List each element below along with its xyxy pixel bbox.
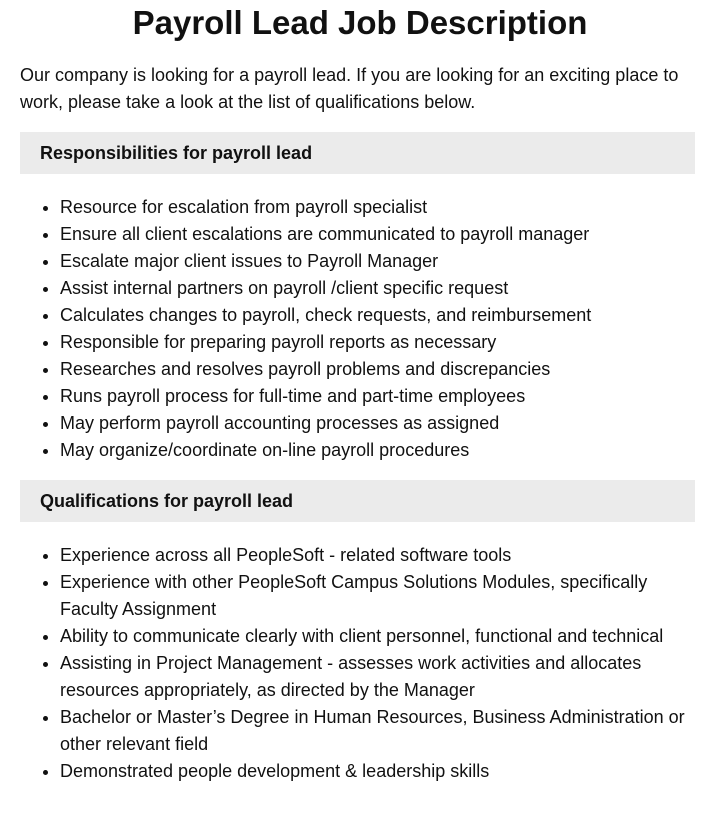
list-item: • Assisting in Project Management - assesses work activities and allocates resources appropriately, as directed by the Manager bbox=[60, 650, 695, 704]
section-list bbox=[20, 194, 695, 464]
list-item: • Runs payroll process for full-time and part-time employees bbox=[60, 383, 695, 410]
intro-text: Our company is looking for a payroll lead. If you are looking for an exciting place to work, please take a look at the list of qualifications below. bbox=[20, 65, 679, 112]
list-item: • Resource for escalation from payroll specialist bbox=[60, 194, 695, 221]
list-item: • Bachelor or Master’s Degree in Human Resources, Business Administration or other relevant field bbox=[60, 704, 695, 758]
list-item: • Ensure all client escalations are communicated to payroll manager bbox=[60, 221, 695, 248]
list-item: • Escalate major client issues to Payroll Manager bbox=[60, 248, 695, 275]
section-heading: Qualifications for payroll lead bbox=[20, 480, 695, 522]
list-item: • Assist internal partners on payroll /client specific request bbox=[60, 275, 695, 302]
list-item: • Calculates changes to payroll, check requests, and reimbursement bbox=[60, 302, 695, 329]
list-item: • May perform payroll accounting processes as assigned bbox=[60, 410, 695, 437]
list-item: • May organize/coordinate on-line payroll procedures bbox=[60, 437, 695, 464]
list-item: • Responsible for preparing payroll reports as necessary bbox=[60, 329, 695, 356]
list-item: • Researches and resolves payroll problems and discrepancies bbox=[60, 356, 695, 383]
list-item: • Ability to communicate clearly with client personnel, functional and technical bbox=[60, 623, 695, 650]
list-item: • Experience across all PeopleSoft - related software tools bbox=[60, 542, 695, 569]
sections bbox=[0, 132, 720, 785]
list-item: • Demonstrated people development & leadership skills bbox=[60, 758, 695, 785]
list-item: • Experience with other PeopleSoft Campus Solutions Modules, specifically Faculty Assignment bbox=[60, 569, 695, 623]
page-title: Payroll Lead Job Description bbox=[132, 4, 588, 41]
section-heading: Responsibilities for payroll lead bbox=[20, 132, 695, 174]
section-list bbox=[20, 542, 695, 785]
